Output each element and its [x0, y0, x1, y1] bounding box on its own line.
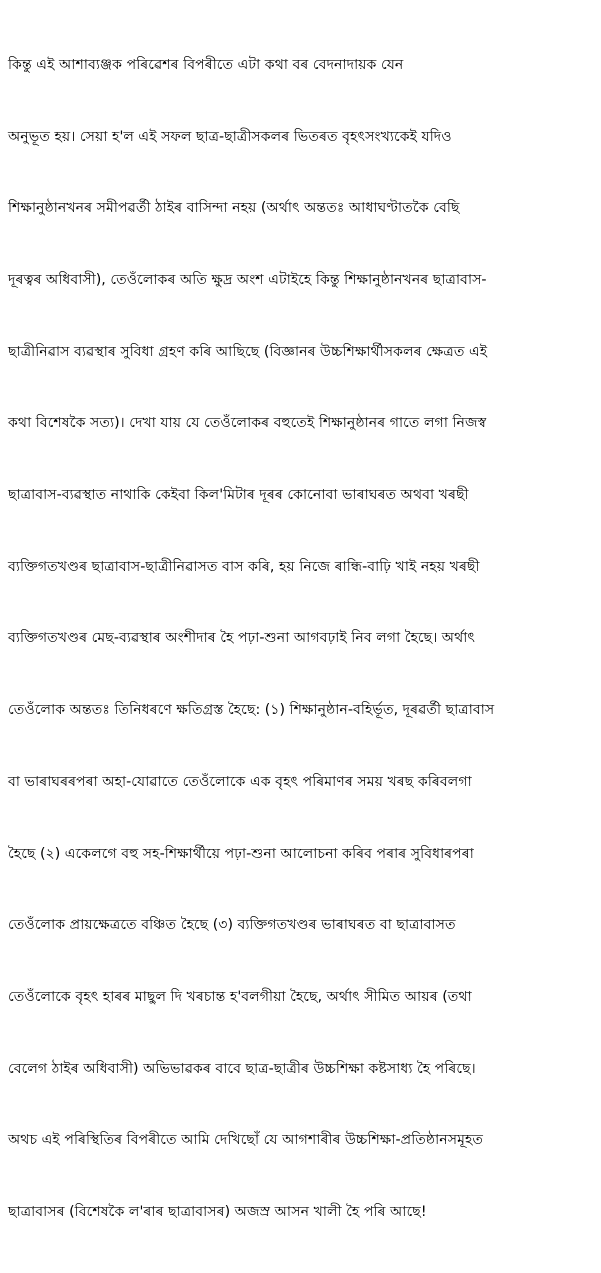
paragraph [8, 6, 595, 1273]
text-line: শিক্ষানুষ্ঠানখনৰ সমীপৱৰ্তী ঠাইৰ বাসিন্দা নহয় (অৰ্থাৎ অন্ততঃ আধাঘণ্টাতকৈ বেছি [8, 200, 460, 217]
text-line: অনুভূত হয়। সেয়া হ'ল এই সফল ছাত্ৰ-ছাত্ৰীসকলৰ ভিতৰত বৃহৎসংখ্যকেই যদিও [8, 128, 452, 145]
text-line: ব্যক্তিগতখণ্ডৰ ছাত্ৰাবাস-ছাত্ৰীনিৱাসত বাস কৰি, হয় নিজে ৰান্ধি-বাঢ়ি খাই নহয় খৰছী [8, 558, 480, 575]
text-line: অথচ এই পৰিস্থিতিৰ বিপৰীতে আমি দেখিছোঁ যে আগশাৰীৰ উচ্চশিক্ষা-প্ৰতিষ্ঠানসমূহত [8, 1132, 484, 1149]
text-line: ছাত্ৰাবাস-ব্যৱস্থাত নাথাকি কেইবা কিল'মিটাৰ দূৰৰ কোনোবা ভাৰাঘৰত অথবা খৰছী [8, 487, 469, 504]
text-line: ব্যক্তিগতখণ্ডৰ মেছ-ব্যৱস্থাৰ অংশীদাৰ হৈ পঢ়া-শুনা আগবঢ়াই নিব লগা হৈছে। অৰ্থাৎ [8, 630, 475, 647]
text-line: কথা বিশেষকৈ সত্য)। দেখা যায় যে তেওঁলোকৰ বহুতেই শিক্ষানুষ্ঠানৰ গাতে লগা নিজস্ব [8, 415, 487, 432]
text-line: হৈছে (২) একেলগে বহু সহ-শিক্ষাৰ্থীয়ে পঢ়া-শুনা আলোচনা কৰিব পৰাৰ সুবিধাৰপৰা [8, 845, 474, 862]
text-line: তেওঁলোকে বৃহৎ হাৰৰ মাছুল দি খৰচান্ত হ'বলগীয়া হৈছে, অৰ্থাৎ সীমিত আয়ৰ (তথা [8, 988, 472, 1005]
text-line: দূৰত্বৰ অধিবাসী), তেওঁলোকৰ অতি ক্ষুদ্ৰ অংশ এটাইহে কিন্তু শিক্ষানুষ্ঠানখনৰ ছাত্ৰাবাস- [8, 271, 487, 288]
text-line: তেওঁলোক প্ৰায়ক্ষেত্ৰতে বঞ্চিত হৈছে (৩) ব্যক্তিগতখণ্ডৰ ভাৰাঘৰত বা ছাত্ৰাবাসত [8, 917, 456, 934]
text-line: তেওঁলোক অন্ততঃ তিনিধৰণে ক্ষতিগ্ৰস্ত হৈছে: (১) শিক্ষানুষ্ঠান-বহিৰ্ভূত, দূৰৱৰ্তী ছাত্ৰাবাস [8, 702, 495, 719]
text-line: ছাত্ৰাবাসৰ (বিশেষকৈ ল'ৰাৰ ছাত্ৰাবাসৰ) অজস্ৰ আসন খালী হৈ পৰি আছে! [8, 1204, 427, 1221]
text-line: ছাত্ৰীনিৱাস ব্যৱস্থাৰ সুবিধা গ্ৰহণ কৰি আছিছে (বিজ্ঞানৰ উচ্চশিক্ষাৰ্থীসকলৰ ক্ষেত্ৰত এই [8, 343, 488, 360]
text-line: বেলেগ ঠাইৰ অধিবাসী) অভিভাৱকৰ বাবে ছাত্ৰ-ছাত্ৰীৰ উচ্চশিক্ষা কষ্টসাধ্য হৈ পৰিছে। [8, 1060, 476, 1077]
text-line: বা ভাৰাঘৰৰপৰা অহা-যোৱাতে তেওঁলোকে এক বৃহৎ পৰিমাণৰ সময় খৰছ কৰিবলগা [8, 773, 472, 790]
text-line: কিন্তু এই আশাব্যঞ্জক পৰিৱেশৰ বিপৰীতে এটা কথা বৰ বেদনাদায়ক যেন [8, 56, 404, 73]
